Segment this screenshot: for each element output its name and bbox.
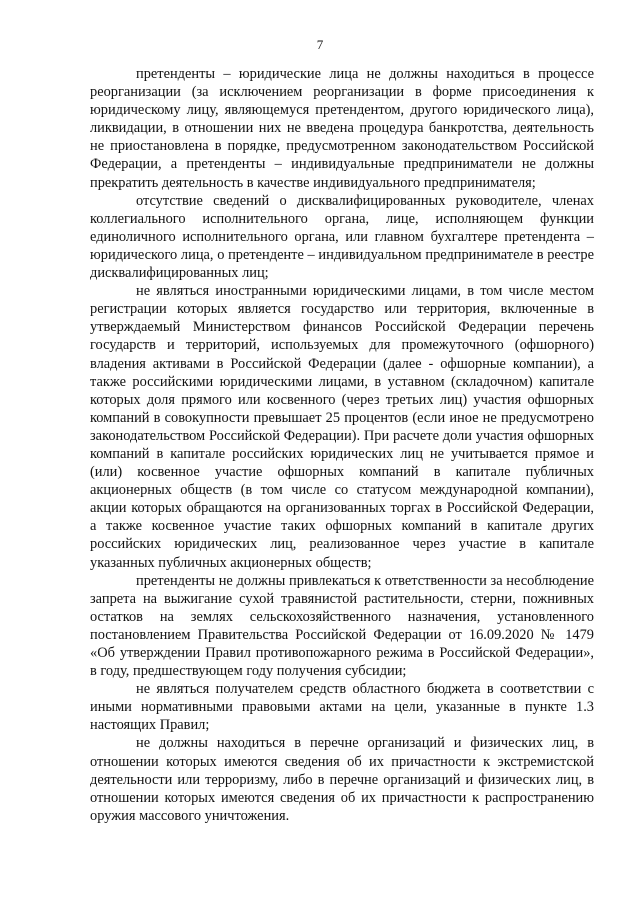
paragraph-disqualified-persons: отсутствие сведений о дисквалифицированных руководителе, членах коллегиального исполнительного органа, лице, исполняющем функции единоличного исполнительного органа, или главном бухгалтере претендента – юридического лица, о претенденте – индивидуальном предпринимателе в реестре дисквалифицированных лиц; bbox=[90, 192, 594, 282]
page-number: 7 bbox=[316, 37, 324, 52]
paragraph-offshore-companies: не являться иностранными юридическими лицами, в том числе местом регистрации которых является государство или территория, включенные в утверждаемый Министерством финансов Российской Федерации перечень государств и территорий, используемых для промежуточного (офшорного) владения активами в Российской Федерации (далее - офшорные компании), а также российскими юридическими лицами, в уставном (складочном) капитале которых доля прямого или косвенного (через третьих лиц) участия офшорных компаний в совокупности превышает 25 процентов (если иное не предусмотрено законодательством Российской Федерации). При расчете доли участия офшорных компаний в капитале российских юридических лиц не учитывается прямое и (или) косвенное участие офшорных компаний в капитале публичных акционерных обществ (в том числе со статусом международной компании), акции которых обращаются на организованных торгах в Российской Федерации, а также косвенное участие таких офшорных компаний в капитале других российских юридических лиц, реализованное через участие в капитале указанных публичных акционерных обществ; bbox=[90, 283, 594, 571]
paragraph-reorganization-requirement: претенденты – юридические лица не должны находиться в процессе реорганизации (за исключением реорганизации в форме присоединения к юридическому лицу, являющемуся претендентом, другого юридического лица), ликвидации, в отношении них не введена процедура банкротства, деятельность не приостановлена в порядке, предусмотренном законодательством Российской Федерации, а претенденты – индивидуальные предприниматели не должны прекратить деятельность в качестве индивидуального предпринимателя; bbox=[90, 66, 594, 191]
paragraph-regional-budget: не являться получателем средств областного бюджета в соответствии с иными нормативными правовыми актами на цели, указанные в пункте 1.3 настоящих Правил; bbox=[90, 681, 594, 734]
paragraph-extremism-list: не должны находиться в перечне организаций и физических лиц, в отношении которых имеются сведения об их причастности к экстремистской деятельности или терроризму, либо в перечне организаций и физических лиц, в отношении которых имеются сведения об их причастности к распространению оружия массового уничтожения. bbox=[90, 735, 594, 824]
paragraph-burning-prohibition: претенденты не должны привлекаться к ответственности за несоблюдение запрета на выжигание сухой травянистой растительности, стерни, пожнивных остатков на землях сельскохозяйственного назначения, установленного постановлением Правительства Российской Федерации от 16.09.2020 № 1479 «Об утверждении Правил противопожарного режима в Российской Федерации», в году, предшествующем году получения субсидии; bbox=[90, 572, 594, 680]
document-body bbox=[90, 65, 594, 825]
